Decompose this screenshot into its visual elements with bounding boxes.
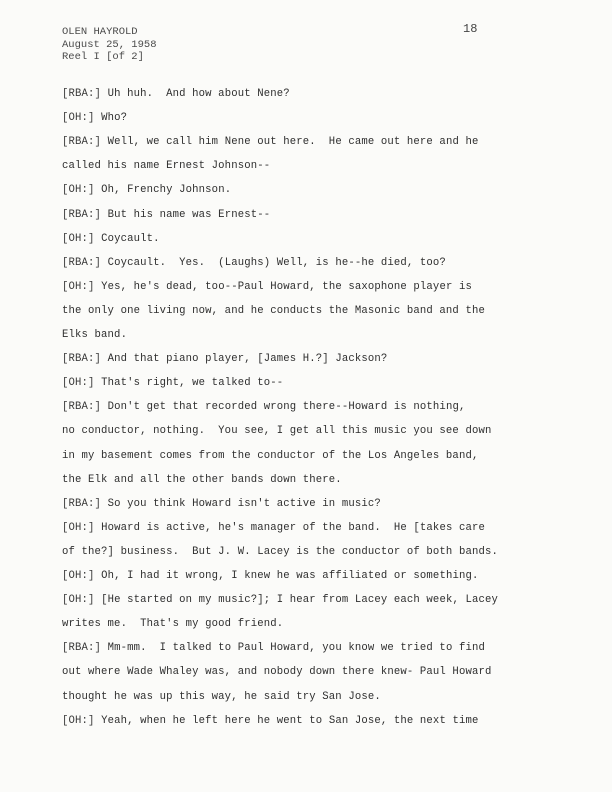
speaker-tag: [RBA:] xyxy=(62,401,102,414)
transcript-line xyxy=(62,112,127,124)
transcript-line xyxy=(62,377,283,389)
transcript-line xyxy=(62,594,498,606)
speaker-tag: [RBA:] xyxy=(62,497,102,510)
speaker-tag: [OH:] xyxy=(62,377,95,390)
line-text: the Elk and all the other bands down there. xyxy=(62,473,342,486)
page-number: 18 xyxy=(463,22,478,36)
transcript-line xyxy=(62,88,290,100)
line-text: Yeah, when he left here he went to San Jose, the next time xyxy=(101,714,479,727)
line-text: But his name was Ernest-- xyxy=(107,208,271,221)
line-text: Don't get that recorded wrong there--Howard is nothing, xyxy=(107,401,466,414)
line-text: Oh, Frenchy Johnson. xyxy=(101,184,232,197)
speaker-tag: [RBA:] xyxy=(62,208,102,221)
transcript-line xyxy=(62,618,283,630)
line-text: in my basement comes from the conductor of the Los Angeles band, xyxy=(62,449,479,462)
line-text: writes me. That's my good friend. xyxy=(62,618,284,631)
transcript-line xyxy=(62,450,478,462)
speaker-tag: [RBA:] xyxy=(62,88,102,100)
line-text: Well, we call him Nene out here. He came out here and he xyxy=(107,136,479,149)
line-text: no conductor, nothing. You see, I get all this music you see down xyxy=(62,425,492,438)
transcript-line xyxy=(62,353,387,365)
line-text: And that piano player, [James H.?] Jackson? xyxy=(107,353,388,366)
transcript-line xyxy=(62,642,485,654)
transcript-line xyxy=(62,329,127,341)
transcript-line xyxy=(62,522,485,534)
speaker-tag: [RBA:] xyxy=(62,353,102,366)
speaker-tag: [RBA:] xyxy=(62,136,102,149)
line-text: Coycault. xyxy=(101,232,160,245)
line-text: of the?] business. But J. W. Lacey is the conductor of both bands. xyxy=(62,545,498,558)
speaker-tag: [OH:] xyxy=(62,184,95,197)
transcript-line xyxy=(62,305,485,317)
transcript-line xyxy=(62,160,270,172)
line-text: Uh huh. And how about Nene? xyxy=(107,88,290,100)
line-text: thought he was up this way, he said try San Jose. xyxy=(62,690,381,703)
line-text: Who? xyxy=(101,112,128,125)
line-text: [He started on my music?]; I hear from Lacey each week, Lacey xyxy=(101,594,499,607)
line-text: the only one living now, and he conducts the Masonic band and the xyxy=(62,304,485,317)
transcript-line xyxy=(62,546,498,558)
transcript-line xyxy=(62,401,465,413)
transcript-line xyxy=(62,281,472,293)
speaker-tag: [OH:] xyxy=(62,594,95,607)
line-text: out where Wade Whaley was, and nobody down there knew- Paul Howard xyxy=(62,666,492,679)
speaker-tag: [OH:] xyxy=(62,112,95,125)
speaker-tag: [RBA:] xyxy=(62,256,102,269)
transcript-line xyxy=(62,136,478,148)
transcript-line xyxy=(62,715,479,727)
reel-label: Reel I [of 2] xyxy=(62,51,144,63)
transcript-line xyxy=(62,691,381,703)
transcript-line xyxy=(62,474,342,486)
speaker-tag: [OH:] xyxy=(62,232,95,245)
transcript-line xyxy=(62,233,160,245)
speaker-tag: [OH:] xyxy=(62,570,95,582)
transcript-header xyxy=(62,26,157,64)
line-text: Mm-mm. I talked to Paul Howard, you know we tried to find xyxy=(107,642,485,655)
transcript-line xyxy=(62,570,479,582)
transcript-line xyxy=(62,498,381,510)
line-text: Elks band. xyxy=(62,329,128,341)
line-text: called his name Ernest Johnson-- xyxy=(62,160,271,173)
transcript-line xyxy=(62,184,231,196)
speaker-tag: [OH:] xyxy=(62,714,95,727)
transcript-line xyxy=(62,257,446,269)
interview-date: August 25, 1958 xyxy=(62,38,157,51)
line-text: So you think Howard isn't active in music? xyxy=(107,497,381,510)
interviewee-name: OLEN HAYROLD xyxy=(62,26,138,38)
transcript-line xyxy=(62,666,491,678)
line-text: Yes, he's dead, too--Paul Howard, the saxophone player is xyxy=(101,280,472,293)
speaker-tag: [OH:] xyxy=(62,521,95,534)
line-text: Howard is active, he's manager of the band. He [takes care xyxy=(101,521,485,534)
line-text: Oh, I had it wrong, I knew he was affiliated or something. xyxy=(101,570,479,582)
line-text: Coycault. Yes. (Laughs) Well, is he--he died, too? xyxy=(107,256,446,269)
transcript-line xyxy=(62,209,270,221)
speaker-tag: [OH:] xyxy=(62,280,95,293)
transcript-line xyxy=(62,425,491,437)
speaker-tag: [RBA:] xyxy=(62,642,102,655)
line-text: That's right, we talked to-- xyxy=(101,377,284,390)
